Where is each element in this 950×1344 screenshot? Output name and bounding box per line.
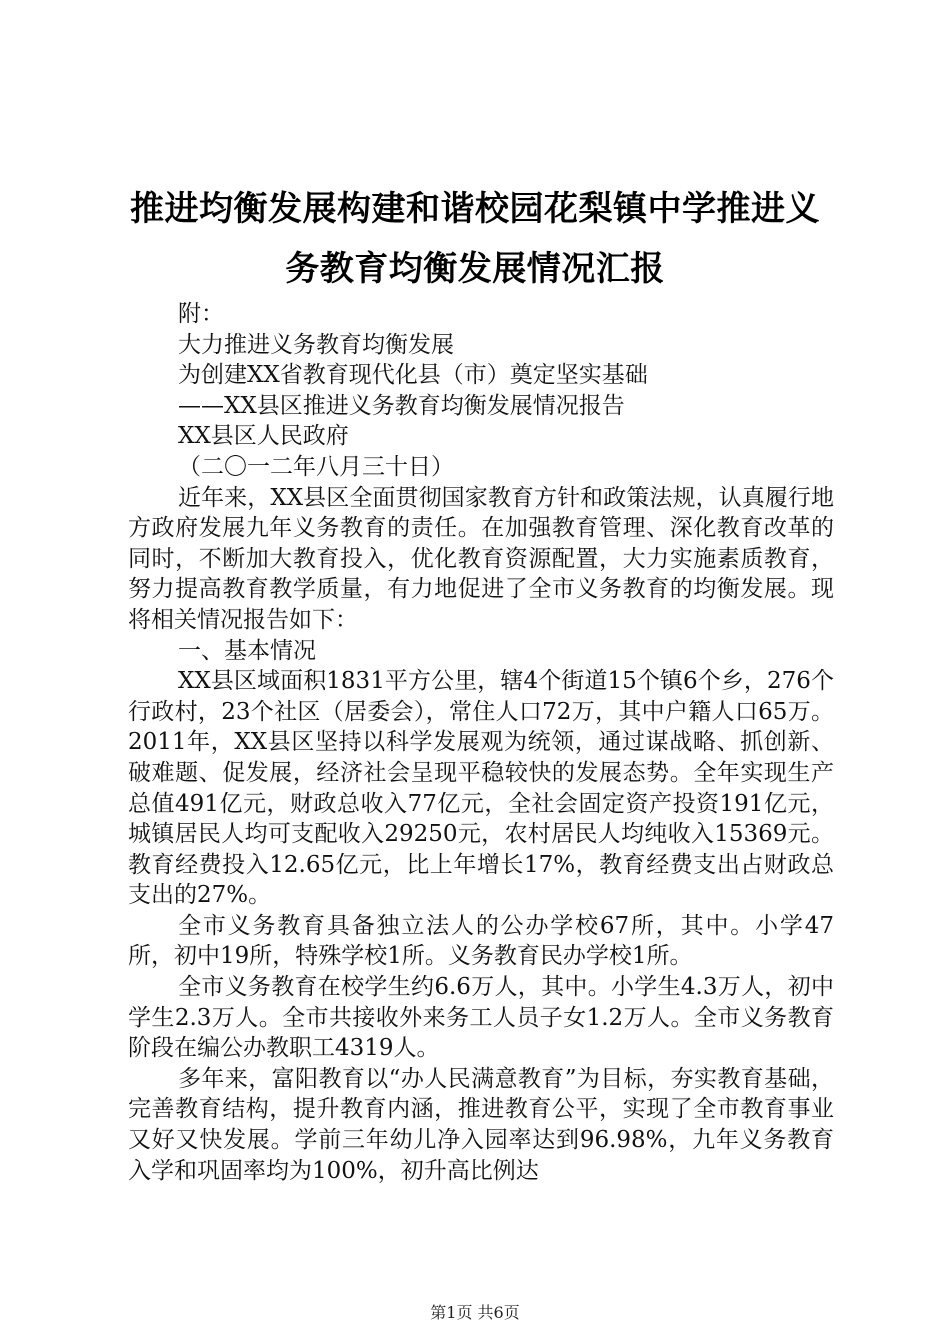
issuing-authority: XX县区人民政府 <box>178 423 349 450</box>
report-heading: 大力推进义务教育均衡发展 <box>178 331 454 358</box>
report-subheading: 为创建XX省教育现代化县（市）奠定坚实基础 <box>178 362 648 389</box>
paragraph-overview: XX县区域面积1831平方公里，辖4个街道15个镇6个乡，276个行政村，23个社区（居委会），常住人口72万，其中户籍人口65万。2011年，XX县区坚持以科学发展观为统领，通过谋战略、抓创新、破难题、促发展，经济社会呈现平稳较快的发展态势。全年实现生产总值491亿元，财政总收入77亿元，全社会固定资产投资191亿元，城镇居民人均可支配收入29250元，农村居民人均纯收入15369元。教育经费投入12.65亿元，比上年增长17%，教育经费支出占财政总支出的27%。 <box>128 668 834 909</box>
document-body <box>128 299 834 1186</box>
paragraph-students: 全市义务教育在校学生约6.6万人，其中。小学生4.3万人，初中学生2.3万人。全市共接收外来务工人员子女1.2万人。全市义务教育阶段在编公办教职工4319人。 <box>128 974 834 1062</box>
report-date: （二〇一二年八月三十日） <box>178 453 454 480</box>
paragraph-achievements: 多年来，富阳教育以“办人民满意教育”为目标，夯实教育基础，完善教育结构，提升教育内涵，推进教育公平，实现了全市教育事业又好又快发展。学前三年幼儿净入园率达到96.98%，九年义务教育入学和巩固率均为100%，初升高比例达 <box>128 1065 834 1184</box>
document-title-line-1: 推进均衡发展构建和谐校园花梨镇中学推进义 <box>130 189 820 229</box>
page-number-footer: 第1页 共6页 <box>430 1303 520 1322</box>
attachment-label: 附： <box>178 301 224 327</box>
paragraph-schools: 全市义务教育具备独立法人的公办学校67所，其中。小学47所，初中19所，特殊学校1所。义务教育民办学校1所。 <box>128 912 834 970</box>
document-title-line-2: 务教育均衡发展情况汇报 <box>285 249 665 289</box>
section-heading-basic-info: 一、基本情况 <box>178 637 316 664</box>
paragraph-intro: 近年来，XX县区全面贯彻国家教育方针和政策法规，认真履行地方政府发展九年义务教育的责任。在加强教育管理、深化教育改革的同时，不断加大教育投入，优化教育资源配置，大力实施素质教育，努力提高教育教学质量，有力地促进了全市义务教育的均衡发展。现将相关情况报告如下： <box>128 484 834 633</box>
report-subtitle: ——XX县区推进义务教育均衡发展情况报告 <box>178 392 625 419</box>
